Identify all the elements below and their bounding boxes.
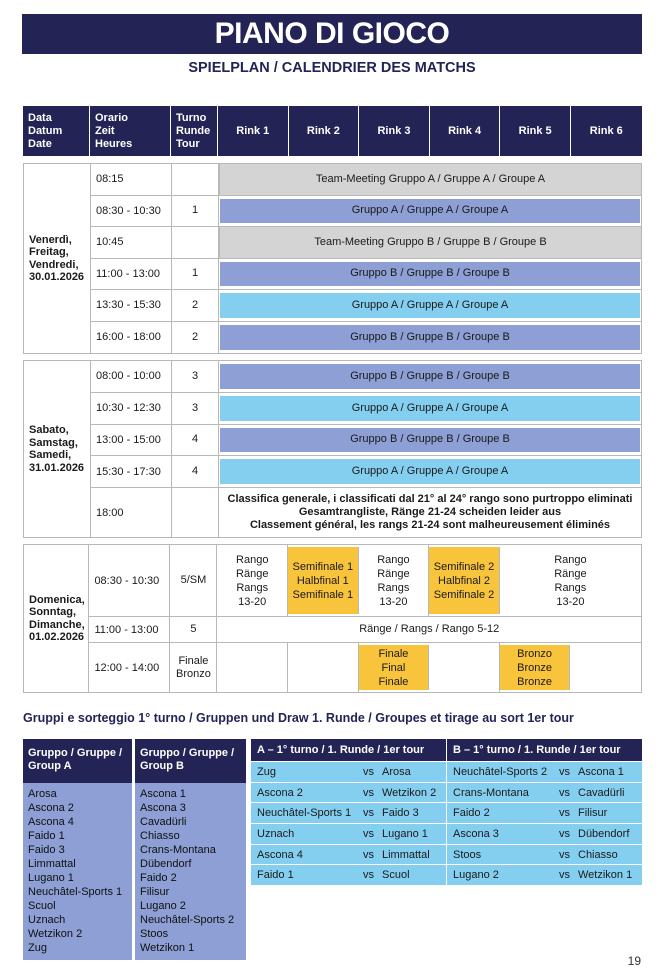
final-line: Finale [378,675,409,688]
vs-label: vs [559,807,570,820]
day-line: Samedi, [29,449,72,462]
header-time [90,106,171,156]
day-rows [91,164,641,353]
team: Limmattal [28,858,76,870]
day-line: 30.01.2026 [29,271,85,283]
row-event-cell [219,196,641,227]
rank-line: Rango [377,553,410,566]
row-event: Gruppo B / Gruppe B / Groupe B [220,325,640,351]
row-time: 18:00 [91,488,172,537]
rank-line: Rangs [554,581,587,594]
schedule-row [91,164,641,196]
schedule-row [91,259,641,291]
schedule-row [89,617,641,643]
vs-label: vs [559,869,570,882]
team: Ascona 1 [140,788,186,800]
row-turn [172,227,219,258]
vs-label: vs [363,869,374,882]
home-team: Zug [257,765,276,778]
row-time: 10:30 - 12:30 [91,393,172,424]
row-turn: 5/SM [170,545,217,616]
row-event-cell [219,425,641,456]
header-date-line: Date [28,137,52,150]
schedule-row [91,227,641,259]
draw-b-heading: B – 1° turno / 1. Runde / 1er tour [447,739,642,762]
row-event: Gruppo A / Gruppe A / Groupe A [220,459,640,484]
row-turn: 2 [172,322,219,354]
draw-match [251,762,446,783]
home-team: Ascona 2 [257,786,303,799]
team: Uznach [28,914,66,926]
rank-line: 13-20 [556,595,585,608]
group-a-box [23,739,132,960]
day-line: Samstag, [29,436,78,449]
row-time: 13:30 - 15:30 [91,290,172,321]
schedule-row [91,196,641,228]
away-team: Faido 3 [382,807,419,820]
day-line: 31.01.2026 [29,461,85,474]
draw-match [447,762,642,783]
rank-line: Rangs [236,581,269,594]
away-team: Wetzikon 1 [578,869,633,882]
away-team: Chiasso [578,848,618,861]
group-heading-line: Group B [140,760,184,772]
rink-5-bronze [500,645,571,690]
header-date-line: Datum [28,124,63,137]
away-team: Dübendorf [578,827,630,840]
schedule-row [89,643,641,692]
rink-4-semifinal [429,547,500,614]
header-rink-1: Rink 1 [218,106,289,156]
row-event: Gruppo A / Gruppe A / Groupe A [220,199,640,224]
home-team: Stoos [453,848,482,861]
rank-line: Rango [236,553,269,566]
draw-b-table [447,739,642,886]
vs-label: vs [559,848,570,861]
draw-a-heading: A – 1° turno / 1. Runde / 1er tour [251,739,446,762]
team: Ascona 2 [28,802,74,814]
group-b-teams [135,783,246,959]
row-turn: 4 [172,456,219,487]
schedule-row [91,425,641,457]
day-line: Freitag, [29,246,69,258]
home-team: Crans-Montana [453,786,529,799]
away-team: Arosa [382,765,411,778]
groups-title: Gruppi e sorteggio 1° turno / Gruppen und Draw 1. Runde / Groupes et tirage au sort 1er tour [23,711,574,725]
day-line: Venerdì, [29,233,72,246]
day-line: Domenica, [29,593,85,606]
day-line: 01.02.2026 [29,631,85,644]
ranking-note [219,488,641,537]
row-event: Gruppo B / Gruppe B / Groupe B [220,428,640,453]
team: Chiasso [140,830,180,842]
semifinal-line: Semifinale 1 [292,588,354,601]
row-turn: 1 [172,259,219,290]
header-turn-line: Turno [176,111,207,124]
row-event: Team-Meeting Gruppo A / Gruppe A / Groupe A [219,164,641,195]
team: Ascona 3 [140,802,186,814]
away-team: Filisur [578,807,608,820]
draw-match [251,865,446,886]
team: Wetzikon 2 [28,928,83,940]
semifinal-line: Semifinale 1 [292,560,354,573]
group-heading-line: Gruppo / Gruppe / [28,747,123,759]
schedule-row [91,456,641,488]
schedule-row [91,290,641,322]
team: Zug [28,942,47,954]
row-time: 16:00 - 18:00 [91,322,172,354]
row-time: 13:00 - 15:00 [91,425,172,456]
row-event: Team-Meeting Gruppo B / Gruppe B / Groupe B [219,227,641,258]
day-line: Dimanche, [29,618,85,631]
row-event-cell [219,456,641,487]
rank-line: Rangs [377,581,410,594]
team: Arosa [28,788,57,800]
group-heading-line: Gruppo / Gruppe / [140,747,235,759]
row-time: 11:00 - 13:00 [89,617,170,642]
rink-6-empty [570,643,641,692]
vs-label: vs [363,848,374,861]
row-event: Ränge / Rangs / Rango 5-12 [359,623,500,636]
group-b-box [135,739,246,960]
day-label-saturday [24,361,91,537]
team: Faido 3 [28,844,65,856]
header-date [23,106,90,156]
header-turn-line: Tour [176,137,200,150]
row-turn: 2 [172,290,219,321]
rank-line: 13-20 [379,595,408,608]
bronze-line: Bronze [517,675,553,688]
schedule-row [91,488,641,537]
rank-line: Ränge [236,567,269,580]
rink-2-semifinal [288,547,359,614]
day-label-friday [24,164,91,353]
draw-match [251,783,446,804]
row-turn [172,164,219,195]
rink-3-final [359,645,430,690]
team: Scuol [28,900,56,912]
draw-match [447,783,642,804]
team: Stoos [140,928,169,940]
rank-line: Ränge [377,567,410,580]
row-turn: 3 [172,361,219,392]
away-team: Scuol [382,869,410,882]
schedule-table [23,106,642,693]
draw-match [447,824,642,845]
home-team: Lugano 2 [453,869,499,882]
schedule-row [91,322,641,354]
home-team: Neuchâtel-Sports 2 [453,765,548,778]
vs-label: vs [363,765,374,778]
team: Wetzikon 1 [140,942,195,954]
rink-2-empty [288,643,359,692]
team: Lugano 1 [28,872,74,884]
day-sunday [23,544,642,693]
draw-match [447,865,642,886]
ranking-note-line: Classifica generale, i classificati dal 21° al 24° rango sono purtroppo eliminati [227,493,633,506]
header-turn [171,106,218,156]
row-event-cell [219,259,641,290]
home-team: Ascona 3 [453,827,499,840]
day-friday [23,163,642,354]
team: Faido 1 [28,830,65,842]
draw-match [251,824,446,845]
team: Ascona 4 [28,816,74,828]
row-event-cell [219,361,641,392]
final-line: Finale [378,647,409,660]
home-team: Neuchâtel-Sports 1 [257,807,352,820]
home-team: Uznach [257,827,295,840]
day-rows [91,361,641,537]
row-time: 08:15 [91,164,172,195]
row-turn: 1 [172,196,219,227]
ranking-note-line: Classement général, les rangs 21-24 sont malheureusement éliminés [249,519,611,532]
ranking-note-line: Gesamtrangliste, Ränge 21-24 scheiden leider aus [298,506,562,519]
row-event: Gruppo B / Gruppe B / Groupe B [220,262,640,287]
draw-a-table [251,739,446,886]
team: Dübendorf [140,858,192,870]
header-date-line: Data [28,111,52,124]
vs-label: vs [559,827,570,840]
schedule-header [23,106,642,156]
away-team: Cavadürli [578,786,625,799]
page-number: 19 [627,954,641,968]
vs-label: vs [363,807,374,820]
rank-line: Ränge [554,567,587,580]
day-rows [89,545,641,692]
away-team: Lugano 1 [382,827,428,840]
away-team: Limmattal [382,848,430,861]
draw-match [251,845,446,866]
row-time: 10:45 [91,227,172,258]
row-event: Gruppo B / Gruppe B / Groupe B [220,364,640,389]
schedule-row [91,361,641,393]
rank-line: 13-20 [238,595,267,608]
row-time: 12:00 - 14:00 [89,643,170,692]
page-subtitle: SPIELPLAN / CALENDRIER DES MATCHS [188,60,476,76]
header-time-line: Heures [95,137,133,150]
bronze-line: Bronze [517,661,553,674]
turn-line: Bronzo [176,667,211,680]
team: Neuchâtel-Sports 2 [140,914,235,926]
row-turn: 3 [172,393,219,424]
rink-1-empty [217,643,288,692]
team: Lugano 2 [140,900,186,912]
row-turn-finals [170,643,217,692]
vs-label: vs [559,765,570,778]
header-time-line: Zeit [95,124,115,137]
row-event-cell [219,393,641,424]
rink-1-ranks [217,545,288,616]
row-time: 08:30 - 10:30 [89,545,170,616]
page-title: PIANO DI GIOCO [22,14,642,54]
semifinal-line: Halbfinal 1 [296,574,349,587]
group-a-teams [23,783,132,959]
header-rink-2: Rink 2 [289,106,360,156]
row-time: 11:00 - 13:00 [91,259,172,290]
group-a-heading [23,739,132,783]
row-time: 08:30 - 10:30 [91,196,172,227]
header-rink-6: Rink 6 [589,124,623,137]
away-team: Ascona 1 [578,765,624,778]
header-rink-4: Rink 4 [430,106,501,156]
schedule-row [91,393,641,425]
day-line: Sabato, [29,424,69,437]
header-rink-5: Rink 5 [500,106,571,156]
header-time-line: Orario [95,111,129,124]
row-event-cell [219,290,641,321]
vs-label: vs [363,827,374,840]
home-team: Faido 1 [257,869,294,882]
rink-3-ranks [359,545,430,616]
team: Neuchâtel-Sports 1 [28,886,123,898]
final-line: Final [381,661,406,674]
team: Filisur [140,886,170,898]
header-turn-line: Runde [176,124,211,137]
away-team: Wetzikon 2 [382,786,437,799]
vs-label: vs [363,786,374,799]
rink-4-empty [429,643,500,692]
home-team: Ascona 4 [257,848,303,861]
team: Cavadürli [140,816,187,828]
group-heading-line: Group A [28,760,72,772]
day-line: Vendredi, [29,258,79,271]
turn-line: Finale [178,654,209,667]
semifinal-line: Semifinale 2 [433,560,495,573]
vs-label: vs [559,786,570,799]
group-b-heading [135,739,246,783]
row-turn: 4 [172,425,219,456]
home-team: Faido 2 [453,807,490,820]
row-event-cell [219,322,641,354]
draw-match [447,845,642,866]
rank-line: Rango [554,553,587,566]
row-time: 08:00 - 10:00 [91,361,172,392]
bronze-line: Bronzo [517,647,553,660]
day-label-sunday [24,545,89,692]
draw-match [251,803,446,824]
team: Crans-Montana [140,844,216,856]
header-rink-3: Rink 3 [359,106,430,156]
row-event: Gruppo A / Gruppe A / Groupe A [220,396,640,421]
row-turn: 5 [170,617,217,642]
row-time: 15:30 - 17:30 [91,456,172,487]
day-line: Sonntag, [29,606,77,619]
draw-match [447,803,642,824]
row-event: Gruppo A / Gruppe A / Groupe A [220,293,640,318]
rink-5-6-ranks [500,545,641,616]
semifinal-line: Halbfinal 2 [438,574,490,587]
schedule-row [89,545,641,617]
semifinal-line: Semifinale 2 [433,588,495,601]
team: Faido 2 [140,872,177,884]
day-saturday [23,360,642,538]
row-turn [172,488,219,537]
